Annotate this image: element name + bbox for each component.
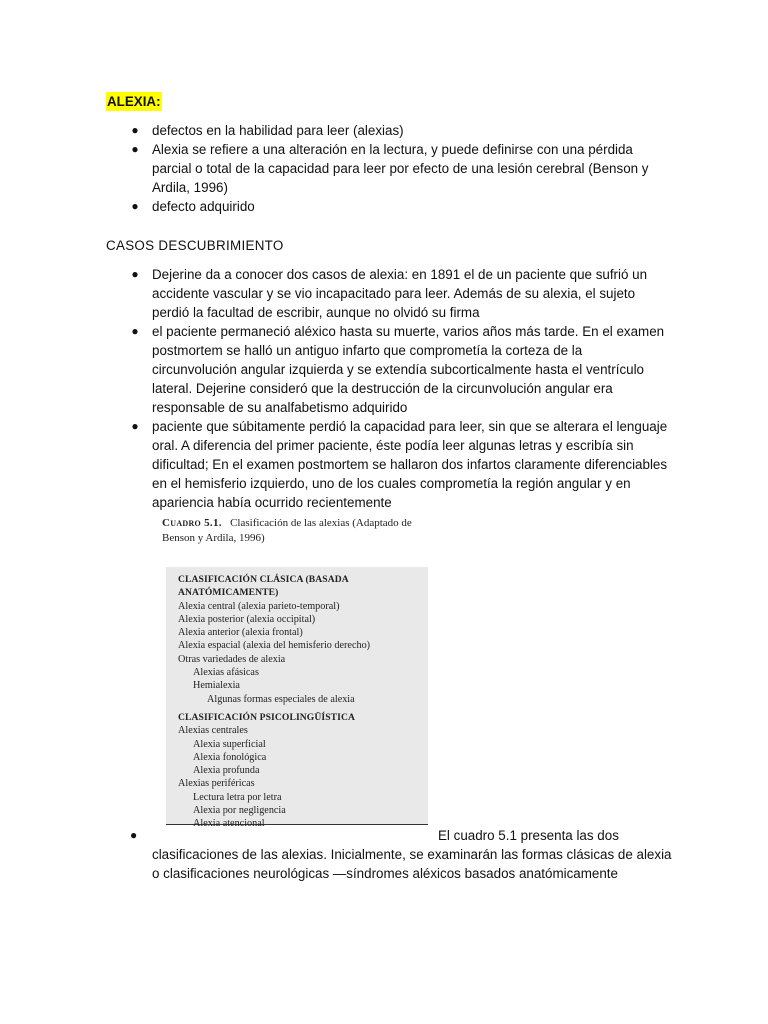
- bullet-icon: ●: [131, 123, 139, 137]
- definition-list: [130, 121, 670, 216]
- cases-list: [130, 265, 670, 512]
- other-subitem: Hemialexia: [193, 680, 240, 692]
- figure-cuadro-5-1: [162, 516, 430, 828]
- section-title-casos: CASOS DESCUBRIMIENTO: [106, 238, 284, 253]
- heading-alexia: ALEXIA:: [107, 94, 161, 109]
- central-item: Alexia profunda: [193, 765, 260, 777]
- classic-item: Otras variedades de alexia: [178, 653, 286, 665]
- central-title: Alexias centrales: [178, 725, 248, 737]
- bullet-icon: ●: [131, 267, 139, 281]
- bullet-icon: ●: [130, 828, 138, 842]
- psycho-header: CLASIFICACIÓN PSICOLINGÜÍSTICA: [178, 711, 356, 723]
- list-item: ● defecto adquirido: [131, 199, 255, 214]
- caption-number: Cuadro 5.1.: [162, 517, 222, 529]
- paragraph-rest: clasificaciones de las alexias. Inicialmente, se examinarán las formas clásicas de alexia o clasificaciones neurológicas —síndromes aléxicos basados anatómicamente: [152, 847, 672, 881]
- list-item: ● el paciente permaneció aléxico hasta su muerte, varios años más tarde. En el examen postmortem se halló un antiguo infarto que comprometía la corteza de la circunvolución angular izquierda y se extendía subcorticalmente hasta el ventrículo lateral. Dejerine consideró que la destrucción de la circunvolución angular era responsable de su analfabetismo adquirido: [131, 324, 665, 415]
- classic-item: Alexia posterior (alexia occipital): [178, 613, 316, 625]
- classic-item: Alexia espacial (alexia del hemisferio derecho): [178, 640, 371, 652]
- list-item: ● defectos en la habilidad para leer (alexias): [131, 123, 404, 138]
- list-item: ● Dejerine da a conocer dos casos de alexia: en 1891 el de un paciente que sufrió un accidente vascular y se vio incapacitado para leer. Además de su alexia, el sujeto perdió la facultad de escribir, aunque no olvidó su firma: [131, 267, 648, 320]
- bullet-icon: ●: [131, 199, 139, 213]
- figure-caption: [162, 516, 430, 546]
- classic-item: Alexia central (alexia parieto-temporal): [178, 600, 340, 612]
- classic-item: Alexia anterior (alexia frontal): [178, 627, 303, 639]
- list-item: ● Alexia se refiere a una alteración en la lectura, y puede definirse con una pérdida parcial o total de la capacidad para leer por efecto de una lesión cerebral (Benson y Ardila, 1996): [131, 142, 649, 195]
- peripheral-item: Alexia por negligencia: [193, 805, 286, 817]
- peripheral-title: Alexias periféricas: [178, 778, 255, 790]
- central-item: Alexia superficial: [193, 738, 266, 750]
- caption-text: Clasificación de las alexias (Adaptado de Benson y Ardila, 1996): [162, 517, 412, 544]
- bullet-icon: ●: [131, 142, 139, 156]
- classification-table: [166, 567, 428, 830]
- classic-header: CLASIFICACIÓN CLÁSICA (BASADA ANATÓMICAMENTE): [178, 574, 349, 599]
- bullet-icon: ●: [131, 419, 139, 433]
- list-item: ● paciente que súbitamente perdió la capacidad para leer, sin que se alterara el lenguaje oral. A diferencia del primer paciente, éste podía leer algunas letras y escribía sin dificultad; En el examen postmortem se hallaron dos infartos claramente diferenciables en el hemisferio izquierdo, uno de los cuales comprometía la región angular y en apariencia había ocurrido recientemente: [131, 419, 668, 510]
- other-subitem-2: Algunas formas especiales de alexia: [207, 693, 355, 705]
- paragraph-first-line: El cuadro 5.1 presenta las dos: [438, 828, 619, 843]
- bullet-icon: ●: [131, 324, 139, 338]
- peripheral-item: Lectura letra por letra: [193, 791, 282, 803]
- other-subitem: Alexias afásicas: [193, 667, 259, 679]
- central-item: Alexia fonológica: [193, 751, 267, 763]
- peripheral-item: Alexia atencional: [193, 818, 265, 830]
